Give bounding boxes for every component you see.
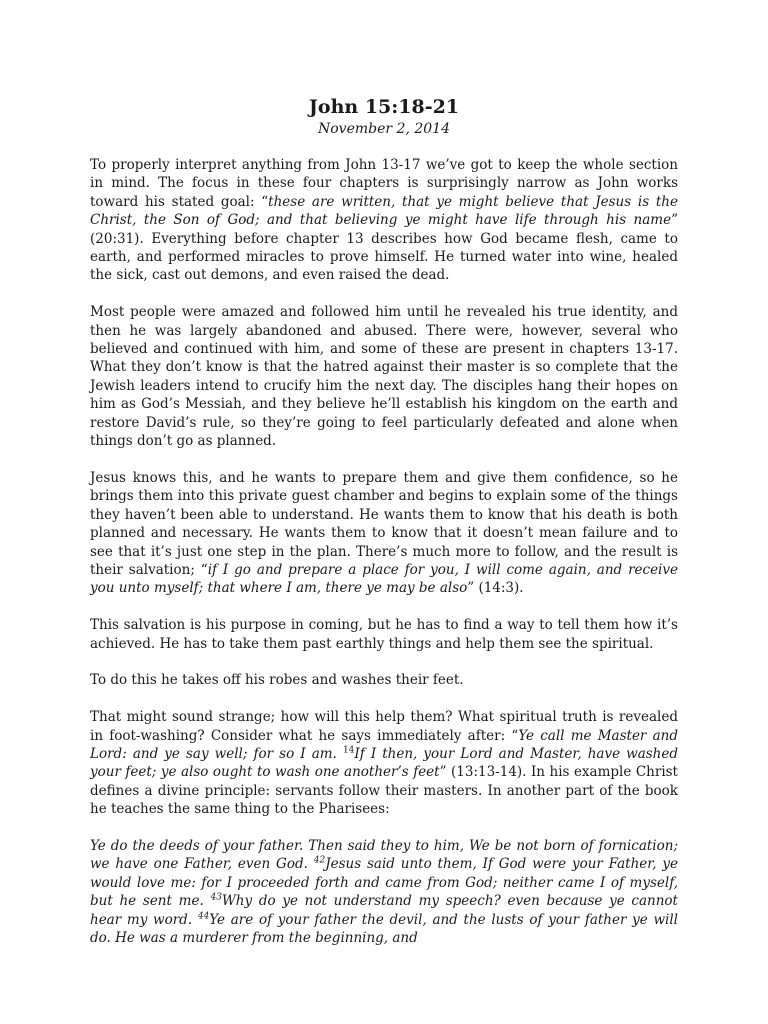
paragraph-2: Most people were amazed and followed him until he revealed his true identity, and then he was largely abandoned and abused. There were, however, several who believed and continued with him, and some of these are present in chapters 13-17. What they don’t know is that the hatred against their master is so complete that the Jewish leaders intend to crucify him the next day. The disciples hang their hopes on him as God’s Messiah, and they believe he’ll establish his kingdom on the earth and restore David’s rule, so they’re going to feel particularly defeated and alone when things don’t go as planned. xyxy=(90,304,678,450)
paragraph-text: Jesus knows this, and he wants to prepare them and give them confidence, so he brings them into this private guest chamber and begins to explain some of the things they haven’t been able to understand. He wants them to know that his death is both planned and necessary. He wants them to know that it doesn’t mean failure and to see that it’s just one step in the plan. There’s much more to follow, and the result is their salvation; “ xyxy=(90,469,678,578)
scripture-quote: these are written, that ye might believe that Jesus is the Christ, the Son of God; and that believing ye might have life through his name xyxy=(90,193,678,229)
paragraph-text: That might sound strange; how will this help them? What spiritual truth is revealed in foot-washing? Consider what he says immediately after: “ xyxy=(90,709,678,744)
paragraph-text: ” (13:13-14). In his example Christ defines a divine principle: servants follow their masters. In another part of the book he teaches the same thing to the Pharisees: xyxy=(90,764,678,818)
document-body xyxy=(90,156,678,966)
paragraph-4: This salvation is his purpose in coming, but he has to find a way to tell them how it’s achieved. He has to take them past earthly things and help them see the spiritual. xyxy=(90,617,678,652)
document-title: John 15:18-21 xyxy=(308,96,460,118)
paragraph-6 xyxy=(90,708,678,818)
scripture-quote: Ye call me Master and Lord: and ye say well; for so I am. xyxy=(90,727,678,762)
scripture-quote: if I go and prepare a place for you, I will come again, and receive you unto myself; that where I am, there ye may be also xyxy=(90,561,678,597)
paragraph-5: To do this he takes off his robes and washes their feet. xyxy=(90,672,464,689)
scripture-text: Ye do the deeds of your father. Then said they to him, We be not born of fornication; we have one Father, even God. xyxy=(90,837,678,873)
verse-number: 14 xyxy=(342,745,355,756)
scripture-text: Ye are of your father the devil, and the lusts of your father ye will do. He was a murderer from the beginning, and xyxy=(90,911,678,946)
paragraph-text: ” (14:3). xyxy=(467,580,524,597)
paragraph-1 xyxy=(90,156,678,285)
paragraph-text: To properly interpret anything from John 13-17 we’ve got to keep the whole section in mind. The focus in these four chapters is surprisingly narrow as John works toward his stated goal: “ xyxy=(90,157,678,210)
verse-number: 43 xyxy=(210,892,222,903)
paragraph-7 xyxy=(90,837,678,947)
scripture-text: Jesus said unto them, If God were your Father, ye would love me: for I proceeded forth and came from God; neither came I of myself, but he sent me. xyxy=(90,856,678,910)
document-date: November 2, 2014 xyxy=(318,121,450,137)
scripture-quote: If I then, your Lord and Master, have washed your feet; ye also ought to wash one another’s feet xyxy=(90,745,678,781)
scripture-text: Why do ye not understand my speech? even because ye cannot hear my word. xyxy=(90,893,678,928)
scripture-quote xyxy=(90,838,678,946)
paragraph-3 xyxy=(90,469,678,598)
paragraph-text: ” (20:31). Everything before chapter 13 describes how God became flesh, came to earth, and performed miracles to prove himself. He turned water into wine, healed the sick, cast out demons, and even raised the dead. xyxy=(90,212,678,284)
verse-number: 44 xyxy=(197,911,210,922)
verse-number: 42 xyxy=(313,855,326,866)
